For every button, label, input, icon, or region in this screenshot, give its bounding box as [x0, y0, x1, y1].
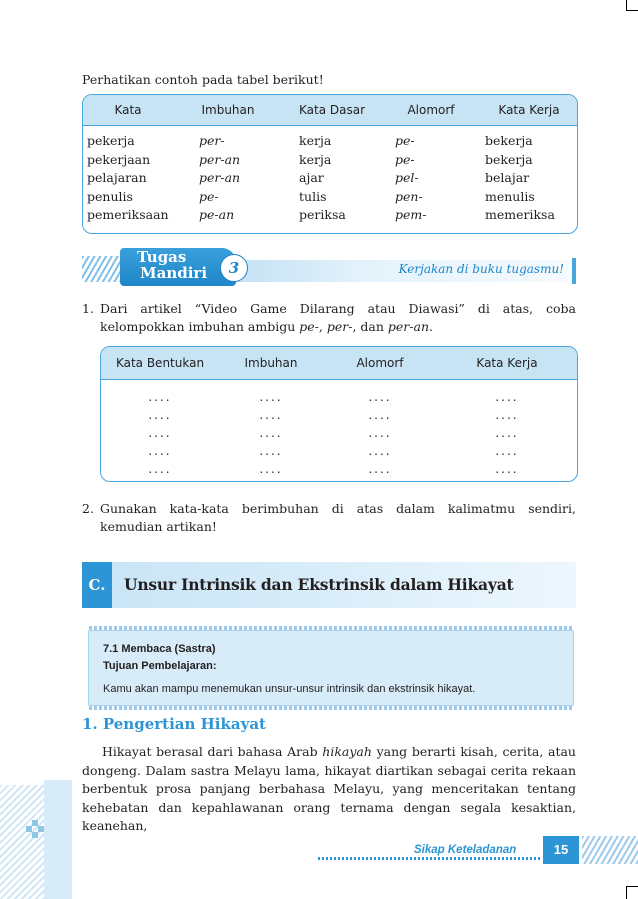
cell: penulis — [87, 188, 133, 204]
blank-cell: .... — [148, 462, 172, 476]
competency-code: 7.1 Membaca (Sastra) — [103, 643, 216, 655]
cell: pe- — [199, 188, 219, 204]
blank-cell: .... — [259, 462, 283, 476]
exercise-table — [100, 346, 578, 482]
cell: kerja — [299, 133, 332, 148]
crop-mark — [626, 0, 627, 10]
blank-cell: .... — [368, 462, 392, 476]
blank-cell: .... — [259, 426, 283, 440]
column-kata — [83, 126, 199, 225]
banner-end-mark — [572, 258, 576, 284]
cell: bekerja — [485, 151, 533, 167]
column-alomorf — [395, 126, 485, 225]
box-edge-top — [89, 626, 573, 630]
header-alomorf: Alomorf — [356, 356, 404, 370]
footer-chapter-label: Sikap Keteladanan — [414, 844, 517, 856]
blank-cell: .... — [259, 408, 283, 422]
pixel-decoration — [38, 826, 44, 832]
blank-cell: .... — [368, 426, 392, 440]
header-kata-dasar: Kata Dasar — [298, 103, 366, 117]
cell: pe- — [395, 133, 415, 148]
crop-mark — [626, 886, 627, 899]
intro-text: Perhatikan contoh pada tabel berikut! — [82, 72, 324, 87]
pixel-decoration — [32, 832, 38, 838]
learning-objective-box — [88, 630, 574, 706]
question-text-part: . — [429, 319, 433, 334]
cell: periksa — [299, 207, 346, 222]
cell: memeriksa — [485, 207, 555, 222]
cell: pekerjaan — [87, 151, 151, 167]
cell: pekerja — [87, 133, 135, 148]
exercise-table-body — [101, 380, 577, 478]
blank-cell: .... — [368, 390, 392, 404]
example-table-header — [83, 95, 577, 126]
cell: pelajaran — [87, 170, 147, 185]
blank-cell: .... — [259, 390, 283, 404]
section-title: Unsur Intrinsik dan Ekstrinsik dalam Hikayat — [124, 575, 514, 594]
question-number: 1. — [82, 301, 94, 316]
question-text-part: Dari artikel “Video Game Dilarang atau Diawasi” di atas, coba kelompokkan imbuhan ambigu — [100, 301, 576, 334]
cell: per- — [199, 133, 225, 148]
header-imbuhan: Imbuhan — [244, 356, 298, 370]
question-text: Gunakan kata-kata berimbuhan di atas dalam kalimatmu sendiri, kemudian artikan! — [100, 501, 576, 534]
banner-line1: Tugas — [137, 248, 187, 266]
cell: pe- — [395, 151, 415, 167]
blank-cell: .... — [148, 408, 172, 422]
blank-cell: .... — [495, 390, 519, 404]
blank-cell: .... — [259, 444, 283, 458]
blank-cell: .... — [495, 462, 519, 476]
objective-label: Tujuan Pembelajaran: — [103, 660, 217, 672]
header-kata-bentukan: Kata Bentukan — [115, 356, 205, 370]
column-kata-kerja — [437, 380, 577, 478]
blank-cell: .... — [495, 408, 519, 422]
footer-dotted-line — [318, 857, 542, 860]
crop-mark — [626, 10, 638, 11]
cell: pe-an — [199, 207, 235, 222]
header-imbuhan: Imbuhan — [201, 103, 255, 117]
column-imbuhan — [219, 380, 323, 478]
box-edge-bottom — [89, 706, 573, 710]
cell: per-an — [199, 151, 241, 167]
affix-pe: pe- — [299, 319, 319, 334]
cell: per-an — [199, 170, 241, 185]
cell: belajar — [485, 170, 530, 185]
cell: pemeriksaan — [87, 207, 169, 222]
column-kata-bentukan — [101, 380, 219, 478]
question-2 — [82, 500, 576, 536]
example-table-body — [83, 126, 577, 225]
affix-per-an: per-an — [387, 319, 429, 334]
cell: pen- — [395, 188, 423, 204]
header-kata: Kata — [114, 103, 142, 117]
left-decoration-band — [44, 780, 72, 899]
cell: pem- — [395, 207, 427, 222]
paragraph-part: yang berarti kisah, cerita, atau dongeng. Dalam sastra Melayu lama, hikayat diartikan sebagai cerita rekaan berbentuk prosa panjang berbahasa Melayu, yang menceritakan tentang kehebatan dan kepahlawanan orang ternama dengan segala kesaktian, keanehan, — [82, 744, 576, 834]
paragraph-part: Hikayat berasal dari bahasa Arab — [102, 744, 323, 759]
question-text — [100, 300, 576, 336]
subsection-title: 1. Pengertian Hikayat — [82, 715, 266, 733]
crop-mark — [626, 886, 638, 887]
blank-cell: .... — [495, 426, 519, 440]
cell: tulis — [299, 188, 327, 204]
header-kata-kerja: Kata Kerja — [498, 103, 560, 117]
banner-instruction: Kerjakan di buku tugasmu! — [398, 262, 564, 276]
cell: menulis — [485, 188, 535, 204]
header-alomorf: Alomorf — [407, 103, 455, 117]
section-letter: C. — [82, 562, 112, 608]
column-kata-dasar — [299, 126, 395, 225]
blank-cell: .... — [148, 426, 172, 440]
paragraph-italic: hikayah — [322, 744, 372, 759]
cell: bekerja — [485, 133, 533, 148]
body-paragraph — [82, 743, 576, 836]
question-number: 2. — [82, 501, 94, 516]
page-number: 15 — [543, 836, 579, 864]
blank-cell: .... — [368, 444, 392, 458]
blank-cell: .... — [368, 408, 392, 422]
column-imbuhan — [199, 126, 299, 225]
blank-cell: .... — [495, 444, 519, 458]
exercise-table-header — [101, 347, 577, 380]
column-alomorf — [323, 380, 437, 478]
question-1 — [82, 300, 576, 336]
question-text-part: , dan — [352, 319, 388, 334]
blank-cell: .... — [148, 444, 172, 458]
blank-cell: .... — [148, 390, 172, 404]
cell: kerja — [299, 151, 332, 167]
pixel-decoration — [26, 826, 32, 832]
affix-per: per- — [326, 319, 353, 334]
banner-number: 3 — [220, 254, 248, 282]
tugas-mandiri-banner — [82, 248, 576, 286]
column-kata-kerja — [485, 126, 577, 225]
objective-text: Kamu akan mampu menemukan unsur-unsur intrinsik dan ekstrinsik hikayat. — [103, 683, 476, 695]
footer-hatch — [582, 836, 638, 864]
example-table — [82, 94, 578, 234]
cell: ajar — [299, 170, 324, 185]
banner-line2: Mandiri — [140, 264, 208, 282]
cell: pel- — [395, 170, 419, 185]
header-kata-kerja: Kata Kerja — [476, 356, 538, 370]
question-text-part: , — [318, 319, 327, 334]
